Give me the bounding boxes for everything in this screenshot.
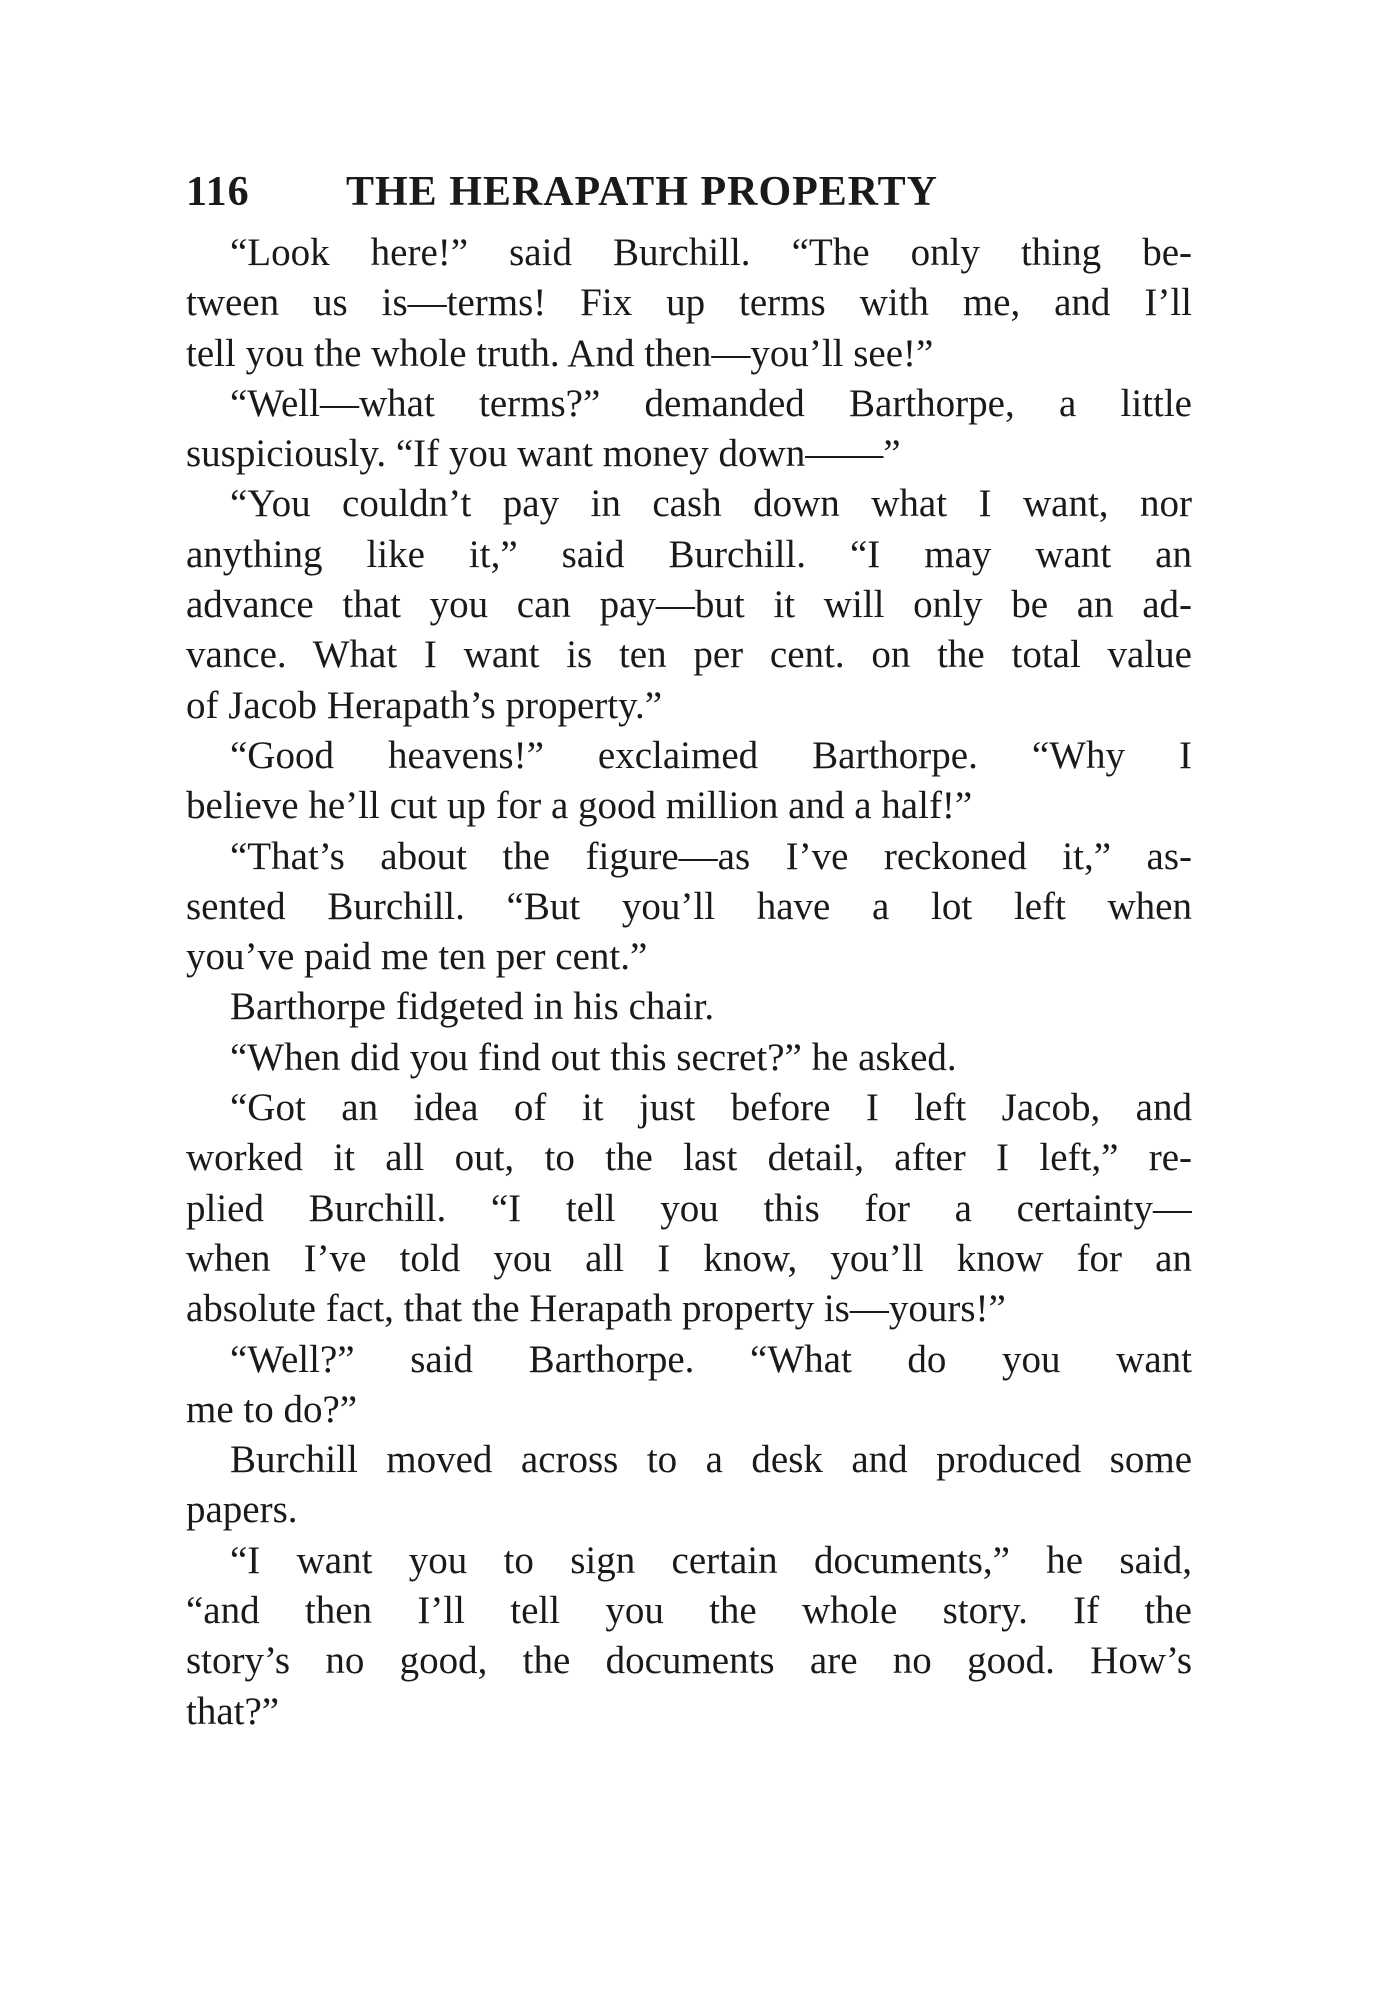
- text-line: sented Burchill. “But you’ll have a lot left when: [186, 884, 1192, 928]
- text-line: “Look here!” said Burchill. “The only thing be-: [230, 231, 1192, 274]
- running-title: THE HERAPATH PROPERTY: [346, 169, 938, 215]
- text-line: “That’s about the figure—as I’ve reckoned it,” as-: [230, 834, 1192, 878]
- page-header: [186, 168, 1192, 228]
- text-line: “and then I’ll tell you the whole story. If the: [186, 1589, 1192, 1633]
- text-line: anything like it,” said Burchill. “I may want an: [186, 532, 1192, 576]
- text-line: story’s no good, the documents are no good. How’s: [186, 1639, 1192, 1683]
- text-line: “You couldn’t pay in cash down what I want, nor: [230, 482, 1192, 526]
- text-line: that?”: [186, 1689, 280, 1733]
- text-line: Barthorpe fidgeted in his chair.: [230, 985, 715, 1029]
- text-line: absolute fact, that the Herapath property is—yours!”: [186, 1287, 1006, 1331]
- text-line: Burchill moved across to a desk and produced some: [230, 1438, 1192, 1482]
- text-line: suspiciously. “If you want money down——”: [186, 432, 901, 476]
- text-line: vance. What I want is ten per cent. on the total value: [186, 633, 1192, 677]
- page-number: 116: [186, 169, 250, 215]
- text-line: me to do?”: [186, 1387, 358, 1431]
- text-line: plied Burchill. “I tell you this for a certainty—: [186, 1186, 1192, 1230]
- text-line: “Good heavens!” exclaimed Barthorpe. “Why I: [230, 733, 1192, 777]
- text-line: believe he’ll cut up for a good million and a half!”: [186, 784, 973, 828]
- text-line: tell you the whole truth. And then—you’ll see!”: [186, 331, 934, 375]
- text-line: when I’ve told you all I know, you’ll know for an: [186, 1236, 1192, 1280]
- text-line: you’ve paid me ten per cent.”: [186, 935, 648, 979]
- text-line: advance that you can pay—but it will only be an ad-: [186, 583, 1192, 627]
- book-page: [186, 168, 1192, 1737]
- text-line: “Well?” said Barthorpe. “What do you want: [230, 1337, 1192, 1381]
- body-text: [186, 228, 1192, 1737]
- text-line: of Jacob Herapath’s property.”: [186, 683, 663, 727]
- text-line: worked it all out, to the last detail, after I left,” re-: [186, 1136, 1192, 1180]
- text-line: tween us is—terms! Fix up terms with me, and I’ll: [186, 281, 1192, 325]
- text-line: “When did you find out this secret?” he asked.: [230, 1035, 957, 1079]
- text-line: “Got an idea of it just before I left Jacob, and: [230, 1086, 1192, 1130]
- text-line: “Well—what terms?” demanded Barthorpe, a little: [230, 381, 1192, 425]
- text-line: papers.: [186, 1488, 298, 1532]
- text-line: “I want you to sign certain documents,” he said,: [230, 1538, 1192, 1582]
